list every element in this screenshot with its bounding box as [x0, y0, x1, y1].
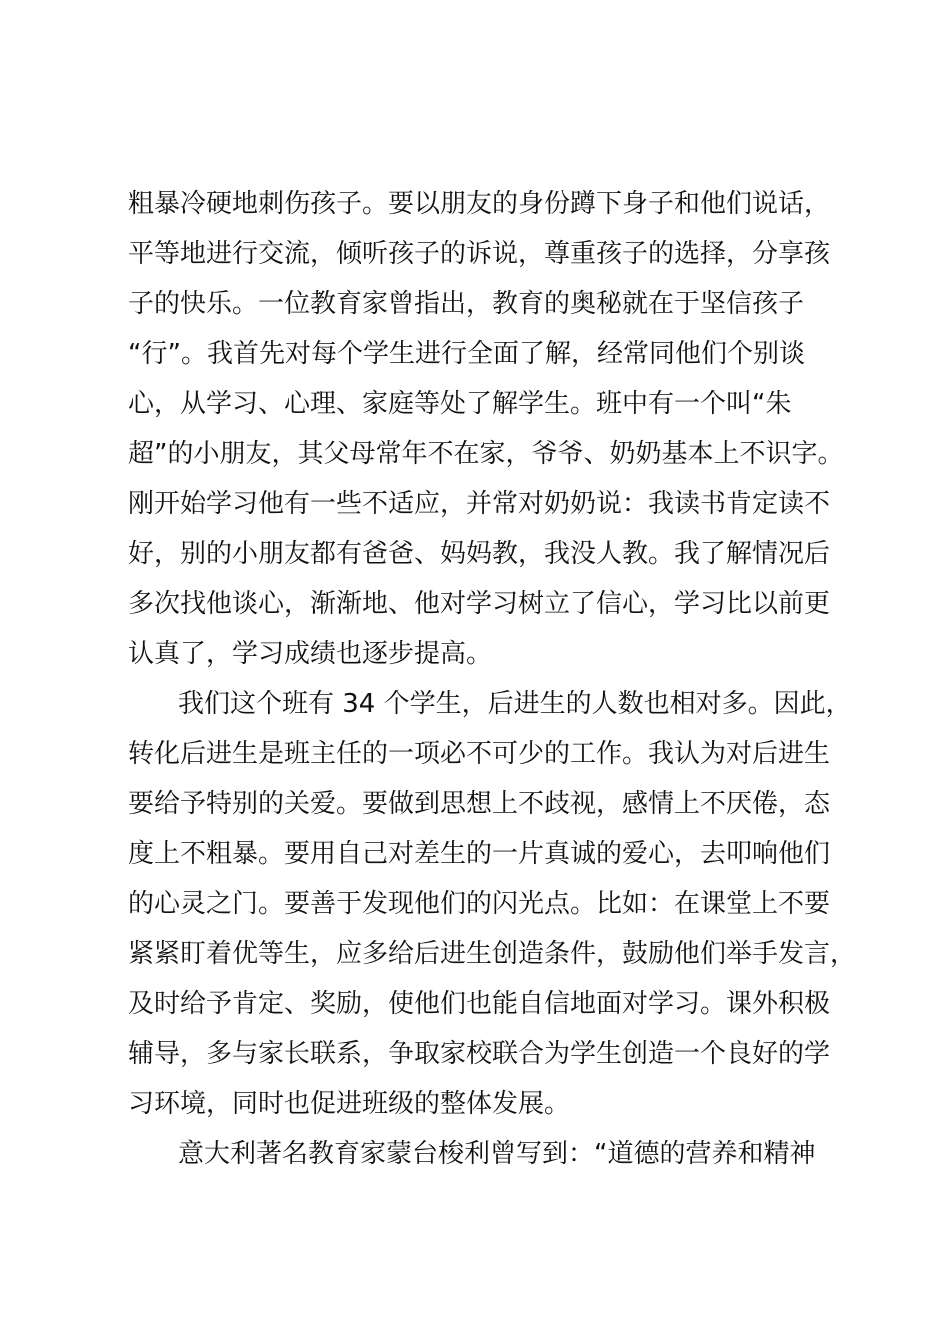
text-line: 认真了，学习成绩也逐步提高。: [128, 639, 493, 669]
text-line: 辅导，多与家长联系，争取家校联合为学生创造一个良好的学: [128, 1039, 831, 1069]
text-line: 心，从学习、心理、家庭等处了解学生。班中有一个叫“朱: [128, 389, 792, 419]
text-line: 要给予特别的关爱。要做到思想上不歧视，感情上不厌倦，态: [128, 789, 831, 819]
text-line: 转化后进生是班主任的一项必不可少的工作。我认为对后进生: [128, 739, 831, 769]
paragraph-first-line: 我们这个班有 34 个学生，后进生的人数也相对多。因此，: [178, 689, 852, 719]
text-line: 平等地进行交流，倾听孩子的诉说，尊重孩子的选择，分享孩: [128, 239, 831, 269]
text-line: 刚开始学习他有一些不适应，并常对奶奶说：我读书肯定读不: [128, 489, 831, 519]
text-line: 的心灵之门。要善于发现他们的闪光点。比如：在课堂上不要: [128, 889, 831, 919]
text-line: 超”的小朋友，其父母常年不在家，爷爷、奶奶基本上不识字。: [128, 439, 844, 469]
text-line: 紧紧盯着优等生，应多给后进生创造条件，鼓励他们举手发言，: [128, 939, 857, 969]
text-line: 度上不粗暴。要用自己对差生的一片真诚的爱心，去叩响他们: [128, 839, 831, 869]
text-line: “行”。我首先对每个学生进行全面了解，经常同他们个别谈: [128, 339, 805, 369]
text-line: 及时给予肯定、奖励，使他们也能自信地面对学习。课外积极: [128, 989, 831, 1019]
text-line: 子的快乐。一位教育家曾指出，教育的奥秘就在于坚信孩子: [128, 289, 805, 319]
text-line: 好，别的小朋友都有爸爸、妈妈教，我没人教。我了解情况后: [128, 539, 831, 569]
text-line: 粗暴冷硬地刺伤孩子。要以朋友的身份蹲下身子和他们说话，: [128, 189, 831, 219]
paragraph-first-line: 意大利著名教育家蒙台梭利曾写到：“道德的营养和精神: [178, 1139, 816, 1169]
text-line: 习环境，同时也促进班级的整体发展。: [128, 1089, 571, 1119]
text-line: 多次找他谈心，渐渐地、他对学习树立了信心，学习比以前更: [128, 589, 831, 619]
